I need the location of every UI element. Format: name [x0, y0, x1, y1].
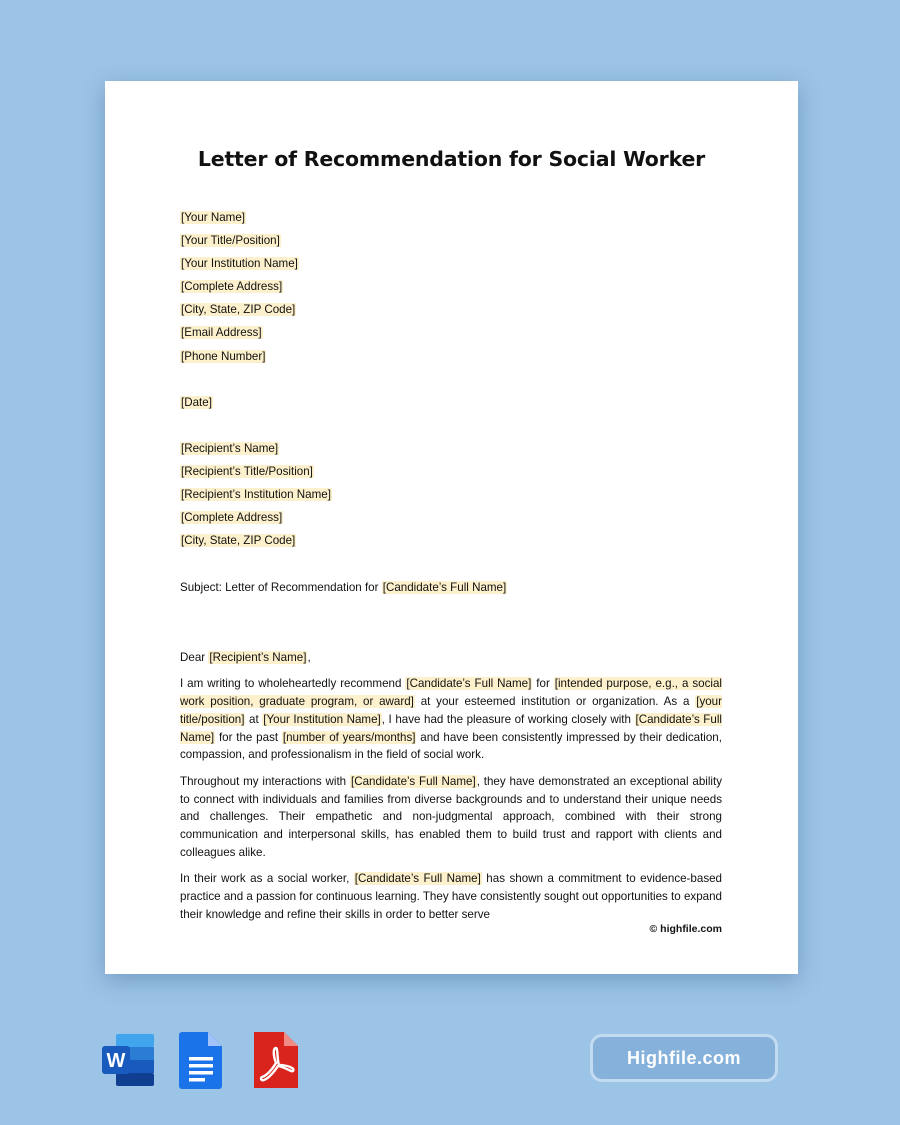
sender-email: [Email Address] — [181, 326, 262, 340]
paragraph-3: In their work as a social worker, [Candidate’s Full Name] has shown a commitment to evidence-based practice and a passion for continuous learning. They have consistently sought out opportunities to expand their knowledge and refine their skills in order to better serve — [180, 872, 723, 921]
sender-institution: [Your Institution Name] — [181, 257, 298, 271]
sender-phone: [Phone Number] — [181, 349, 266, 363]
format-icons — [100, 1030, 322, 1090]
pdf-icon[interactable] — [248, 1030, 304, 1090]
document-page — [105, 81, 798, 974]
sender-address: [Complete Address] — [181, 280, 283, 294]
word-icon[interactable] — [100, 1030, 156, 1090]
brand-badge[interactable]: Highfile.com — [590, 1034, 778, 1082]
address-block — [180, 206, 507, 599]
google-docs-icon[interactable] — [174, 1030, 230, 1090]
recipient-city: [City, State, ZIP Code] — [181, 534, 296, 548]
recipient-address: [Complete Address] — [181, 511, 283, 525]
paragraph-2: Throughout my interactions with [Candidate’s Full Name], they have demonstrated an exceptional ability to connect with individuals and families from diverse backgrounds and to understand their unique needs and challenges. Their empathetic and non-judgmental approach, combined with their strong communication and interpersonal skills, has enabled them to build trust and rapport with clients and colleagues alike. — [180, 774, 723, 859]
copyright-notice: © highfile.com — [649, 923, 722, 935]
letter-body — [180, 649, 722, 932]
svg-text:W: W — [106, 1050, 126, 1072]
sender-title: [Your Title/Position] — [181, 234, 280, 248]
sender-name: [Your Name] — [181, 211, 246, 224]
recipient-title: [Recipient’s Title/Position] — [181, 465, 313, 479]
date-field: [Date] — [181, 395, 212, 409]
recipient-name: [Recipient’s Name] — [181, 441, 279, 455]
subject-line: Subject: Letter of Recommendation for [Candidate’s Full Name] — [180, 580, 507, 594]
recipient-institution: [Recipient’s Institution Name] — [181, 488, 331, 502]
subject-candidate: [Candidate’s Full Name] — [382, 580, 507, 594]
salutation: Dear [Recipient’s Name], — [180, 651, 311, 664]
paragraph-1: I am writing to wholeheartedly recommend [Candidate’s Full Name] for [intended purpose, e.g., a social work position, graduate program, or award] at your esteemed institution or organization. As a [your title/position] at [Your Institution Name], I have had the pleasure of working closely with [Candidate’s Full Name] for the past [number of years/months] and have been consistently impressed by their dedication, compassion, and professionalism in the field of social work. — [180, 677, 722, 762]
document-title: Letter of Recommendation for Social Worker — [197, 147, 706, 171]
sender-city: [City, State, ZIP Code] — [181, 303, 296, 317]
